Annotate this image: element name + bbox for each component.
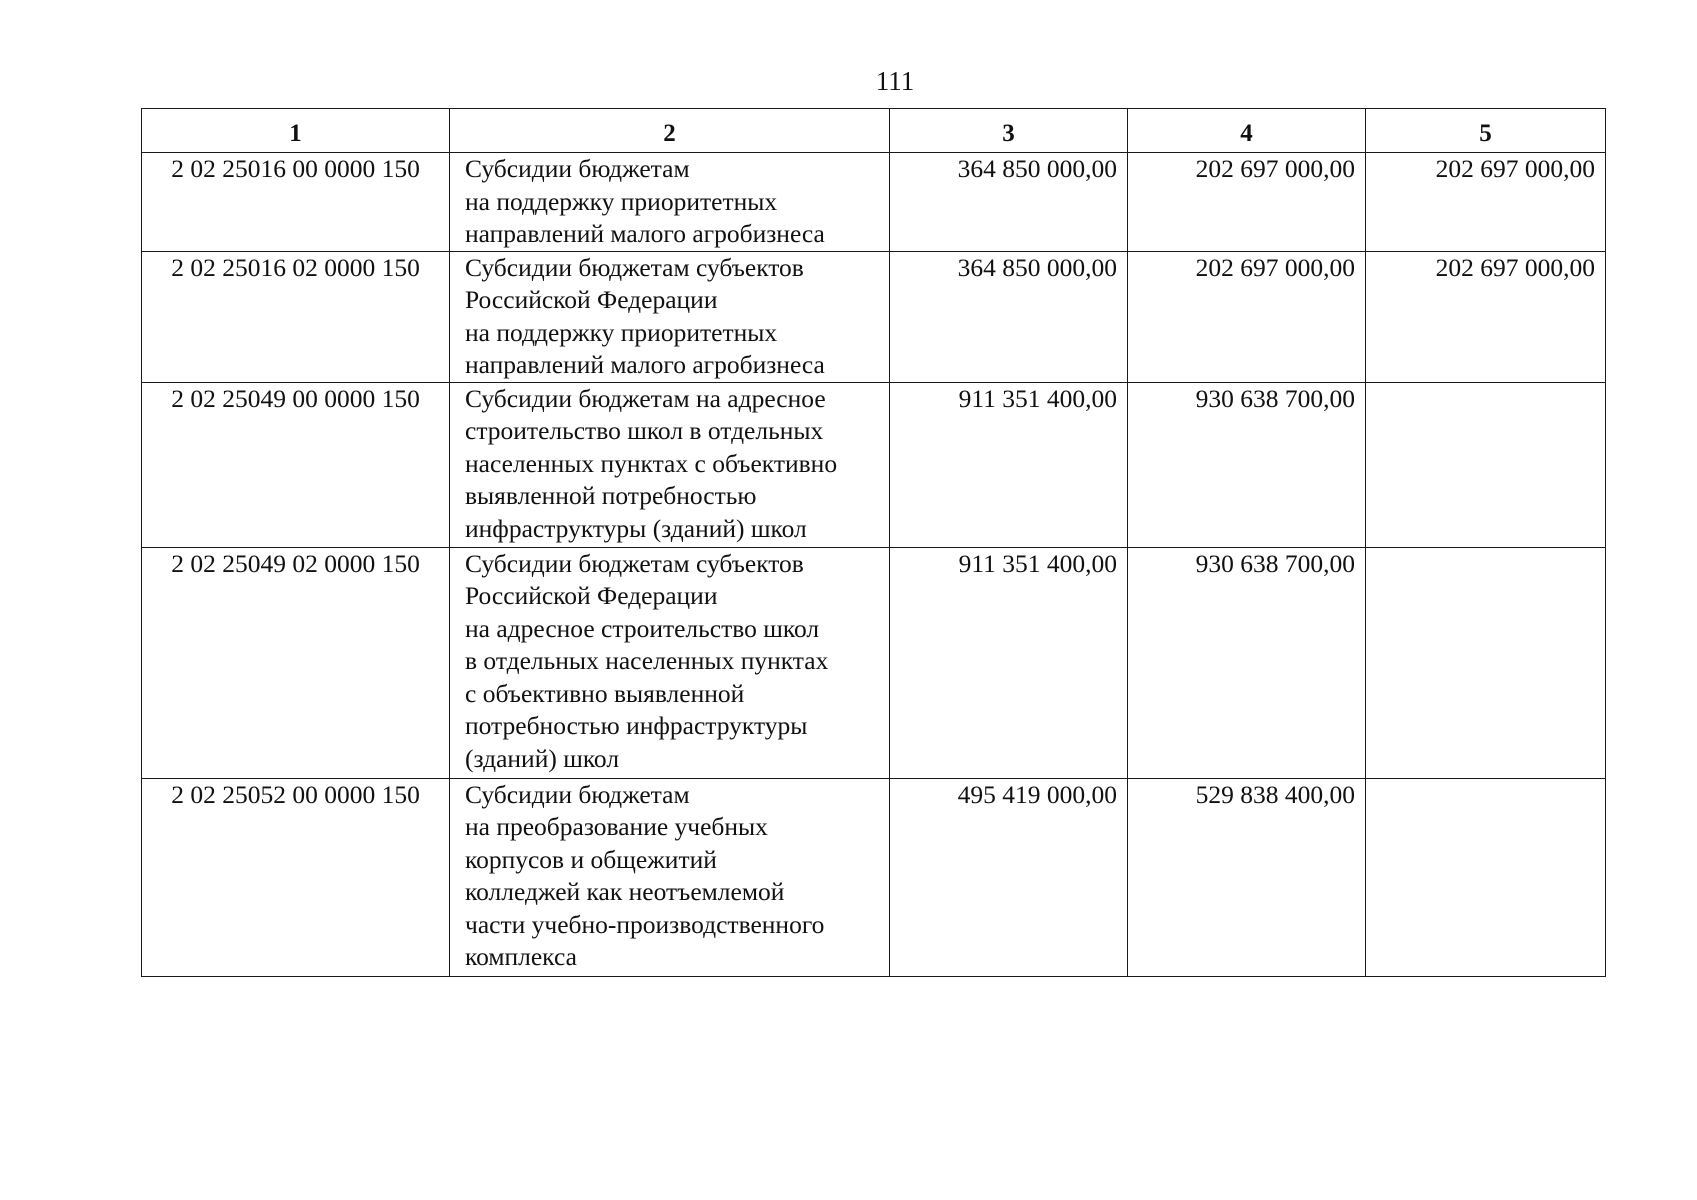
cell-code: 2 02 25016 02 0000 150 [142,251,450,382]
cell-value-3: 364 850 000,00 [890,153,1128,252]
page-number: 111 [875,66,915,96]
cell-value-5: 202 697 000,00 [1366,153,1606,252]
cell-name: Субсидии бюджетам на поддержку приоритетных направлений малого агробизнеса [450,153,890,252]
cell-name: Субсидии бюджетам субъектов Российской Федерации на поддержку приоритетных направлений малого агробизнеса [450,251,890,382]
cell-value-3: 364 850 000,00 [890,251,1128,382]
cell-value-4: 930 638 700,00 [1128,547,1366,778]
cell-code: 2 02 25049 02 0000 150 [142,547,450,778]
cell-value-5 [1366,547,1606,778]
table-row [142,547,1606,778]
cell-name: Субсидии бюджетам на преобразование учебных корпусов и общежитий колледжей как неотъемлемой части учебно-производственного комплекса [450,778,890,976]
table-row [142,251,1606,382]
cell-value-4: 529 838 400,00 [1128,778,1366,976]
cell-value-5 [1366,778,1606,976]
cell-code: 2 02 25052 00 0000 150 [142,778,450,976]
header-col-3: 3 [890,109,1128,153]
table-row [142,382,1606,547]
table-header-row [142,109,1606,153]
cell-value-3: 911 351 400,00 [890,382,1128,547]
cell-value-4: 202 697 000,00 [1128,251,1366,382]
cell-value-4: 202 697 000,00 [1128,153,1366,252]
header-col-5: 5 [1366,109,1606,153]
budget-table [141,108,1606,977]
cell-value-4: 930 638 700,00 [1128,382,1366,547]
header-col-1: 1 [142,109,450,153]
cell-value-3: 495 419 000,00 [890,778,1128,976]
cell-value-5 [1366,382,1606,547]
header-col-4: 4 [1128,109,1366,153]
cell-code: 2 02 25016 00 0000 150 [142,153,450,252]
header-col-2: 2 [450,109,890,153]
table-row [142,153,1606,252]
cell-name: Субсидии бюджетам субъектов Российской Федерации на адресное строительство школ в отдельных населенных пунктах с объективно выявленной потребностью инфраструктуры (зданий) школ [450,547,890,778]
cell-value-5: 202 697 000,00 [1366,251,1606,382]
cell-value-3: 911 351 400,00 [890,547,1128,778]
table-row [142,778,1606,976]
cell-code: 2 02 25049 00 0000 150 [142,382,450,547]
cell-name: Субсидии бюджетам на адресное строительство школ в отдельных населенных пунктах с объективно выявленной потребностью инфраструктуры (зданий) школ [450,382,890,547]
